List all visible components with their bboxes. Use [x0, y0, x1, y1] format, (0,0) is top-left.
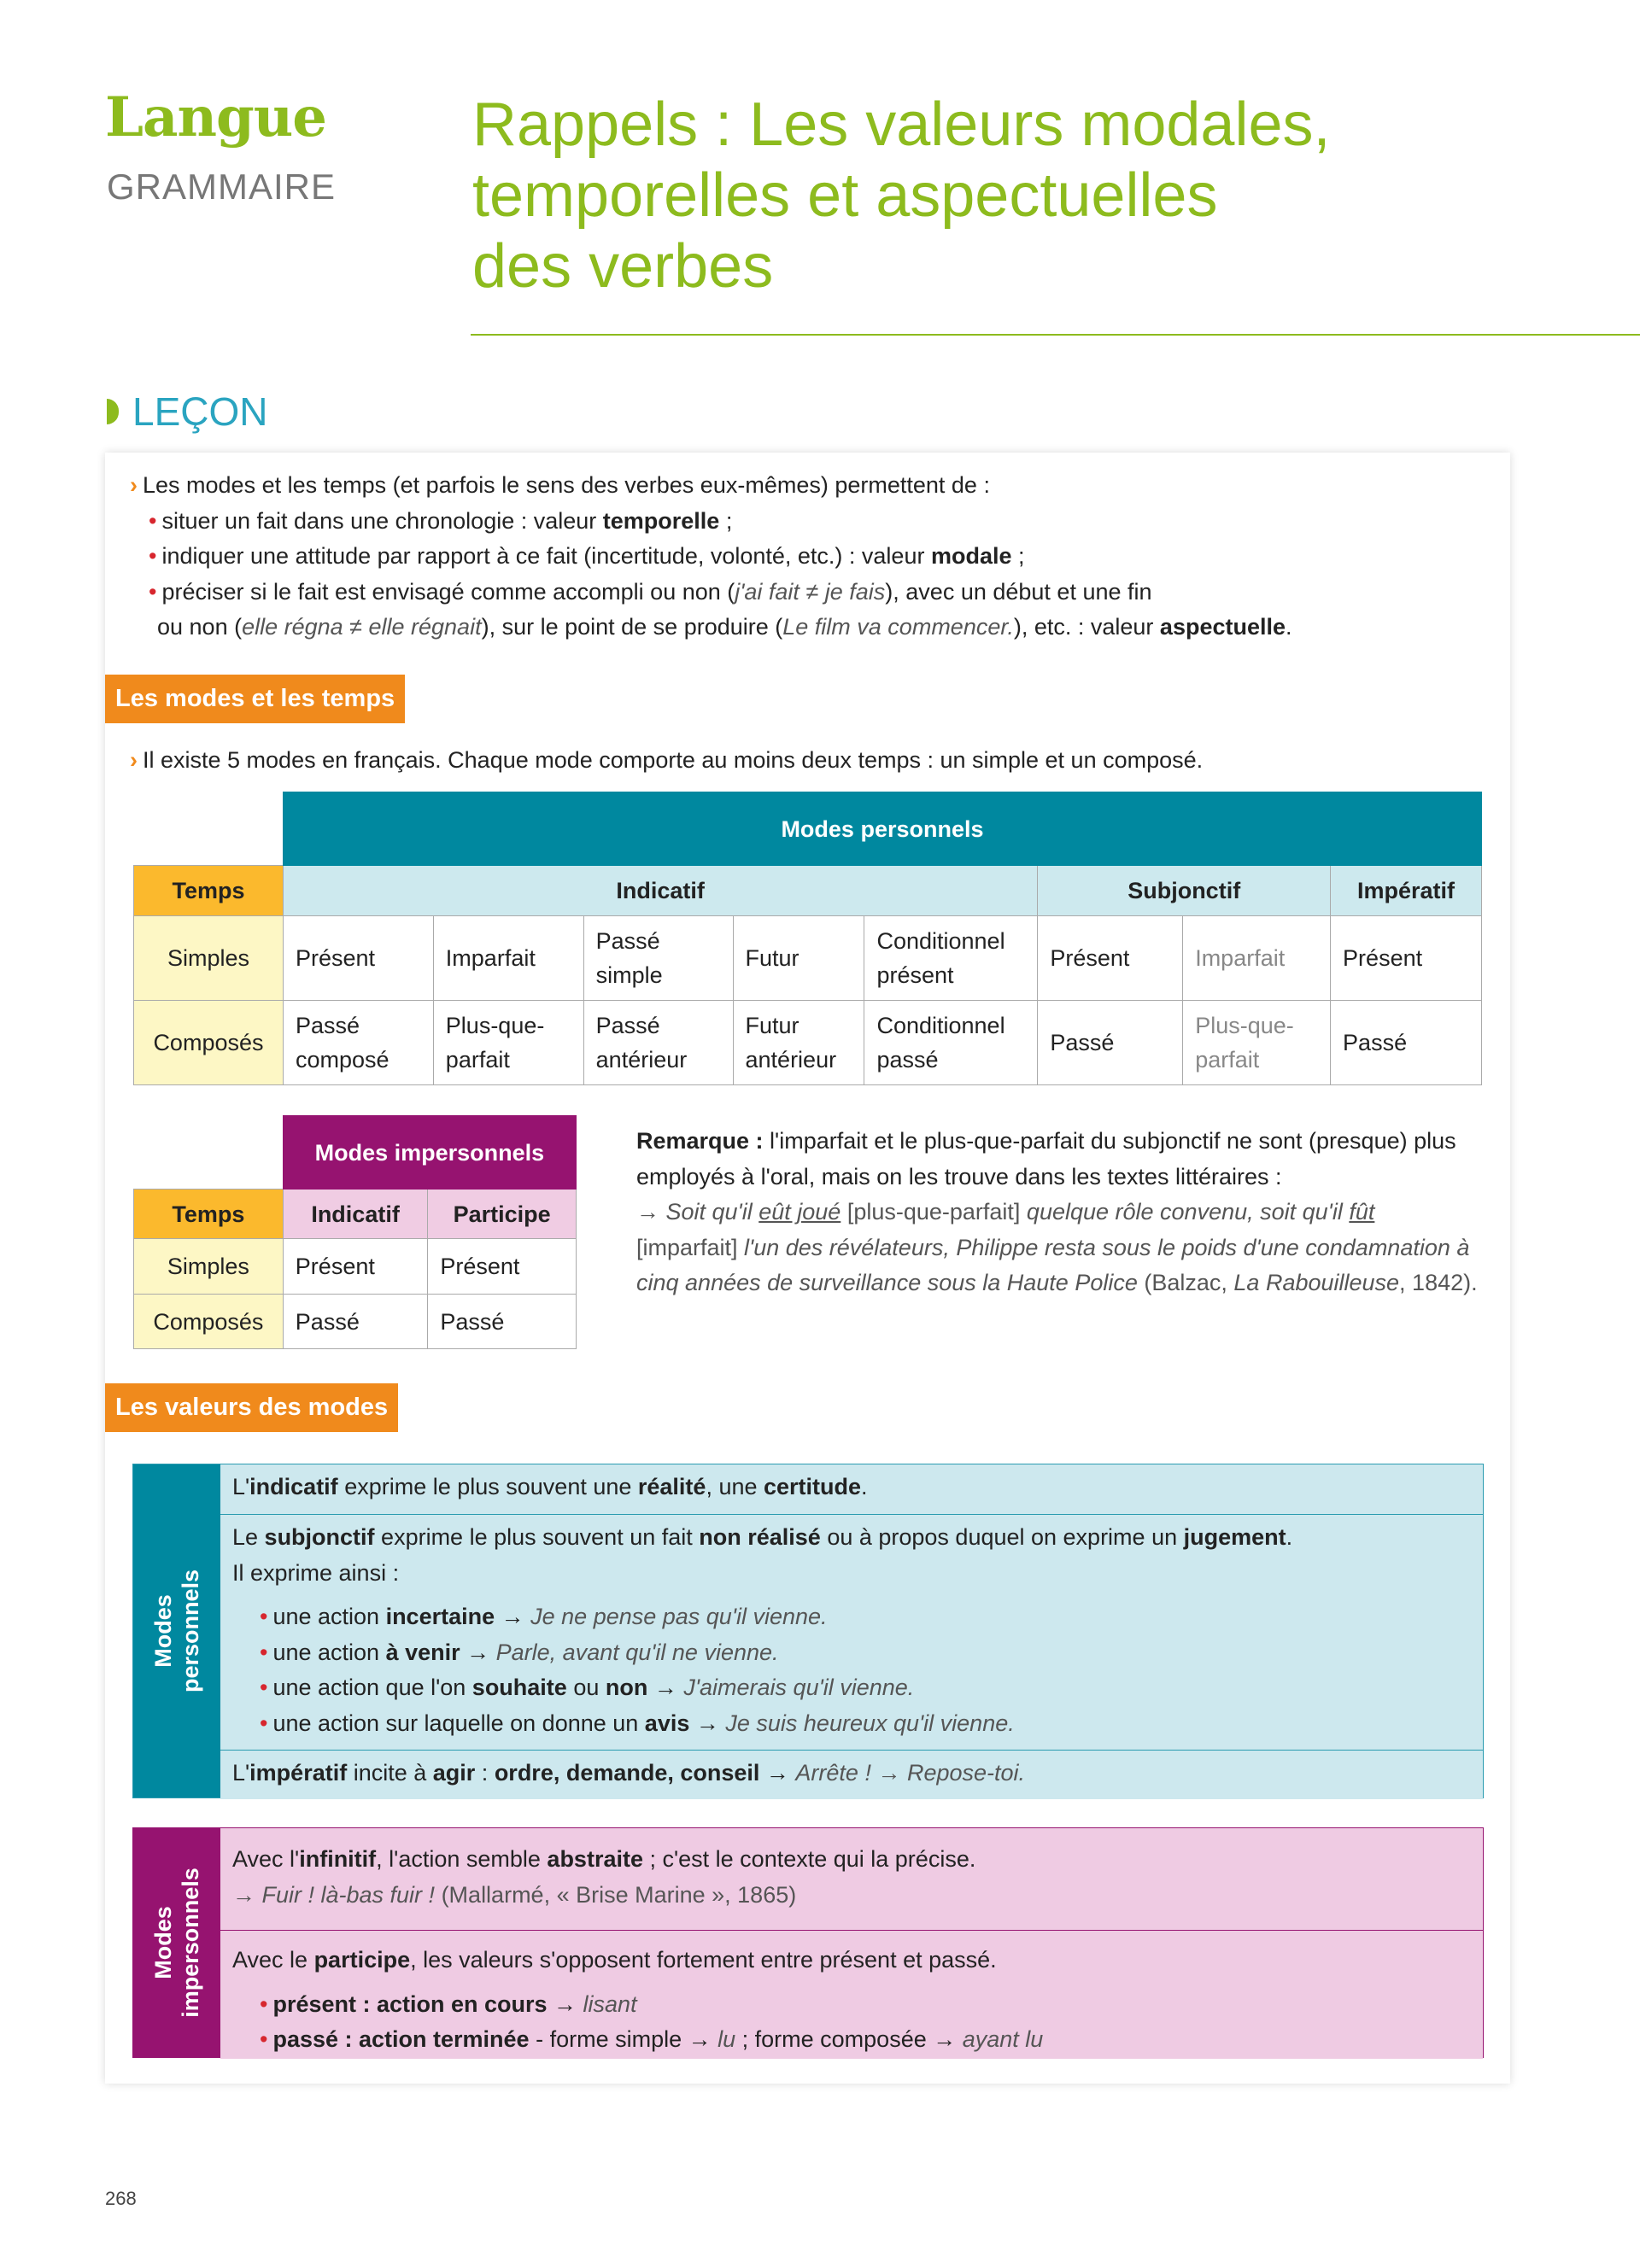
text: ;: [1011, 543, 1025, 569]
text: temporelle: [602, 507, 720, 534]
text: →: [689, 1710, 726, 1736]
text: l'imparfait et le plus-que-parfait du subjonctif ne sont (presque) plus employés à l'oral, mais on les trouve dans les textes littéraires :: [636, 1128, 1456, 1190]
text: à venir: [385, 1639, 460, 1665]
bullet-icon: •: [149, 507, 157, 534]
cell: Futur: [733, 916, 864, 1001]
text: impersonnels: [178, 1868, 203, 2018]
text: ordre, demande, conseil: [494, 1760, 760, 1786]
cell: Conditionnel présent: [864, 916, 1038, 1001]
row-label: Simples: [134, 916, 284, 1001]
text: avis: [644, 1710, 690, 1736]
text: Je suis heureux qu'il vienne.: [725, 1710, 1015, 1736]
text: Remarque :: [636, 1128, 764, 1154]
text: elle régna ≠ elle régnait: [242, 614, 482, 640]
cell: Passé composé: [283, 1001, 433, 1085]
text: ), etc. : valeur: [1013, 614, 1160, 640]
row-label: Composés: [134, 1295, 284, 1349]
text: situer un fait dans une chronologie : valeur: [161, 507, 603, 534]
empty-cell: [134, 1116, 284, 1190]
text: agir: [432, 1760, 476, 1786]
text: présent : action en cours: [272, 1990, 548, 2017]
text: personnels: [178, 1569, 204, 1693]
row-subjonctif: [220, 1515, 1483, 1751]
bullet: [130, 575, 1479, 611]
text: ; forme composée →: [735, 2026, 963, 2052]
temps-header: Temps: [134, 866, 284, 916]
text: (Mallarmé, « Brise Marine », 1865): [435, 1881, 797, 1908]
intro: [130, 468, 1479, 646]
text: exprime le plus souvent un fait: [374, 1524, 700, 1550]
text: abstraite: [547, 1846, 643, 1872]
section-tab-modes-temps: Les modes et les temps: [105, 675, 405, 723]
bullet-icon: •: [260, 1675, 268, 1700]
text: l'un des révélateurs, Philippe resta sous le poids d'une condamnation à cinq années de surveillance sous la Haute Police: [636, 1234, 1470, 1295]
bullet: [130, 539, 1479, 575]
text: →: [460, 1639, 496, 1665]
cell: Présent: [1331, 916, 1482, 1001]
text: eût joué: [758, 1199, 841, 1225]
cell: Présent: [283, 1239, 428, 1295]
text: Avec le: [232, 1947, 314, 1973]
text: , les valeurs s'opposent fortement entre présent et passé.: [410, 1947, 997, 1973]
text: subjonctif: [264, 1524, 375, 1550]
bullet: [232, 1599, 1471, 1635]
cell: Futur antérieur: [733, 1001, 864, 1085]
bullet: [232, 1706, 1471, 1742]
mode-header: Indicatif: [283, 866, 1037, 916]
text: La Rabouilleuse: [1233, 1270, 1400, 1295]
title-line: Rappels : Les valeurs modales,: [472, 91, 1331, 159]
table-row: [134, 916, 1482, 1001]
band-label: [133, 1828, 220, 2057]
text: L': [232, 1760, 250, 1786]
text: lu: [718, 2026, 736, 2052]
title-line: des verbes: [472, 232, 774, 301]
text: indicatif: [249, 1474, 338, 1499]
bullet-icon: •: [149, 543, 157, 569]
text: →: [547, 1990, 583, 2017]
text: Modes: [150, 1594, 177, 1668]
modes-impersonnels-block: [132, 1827, 1484, 2058]
text: Le: [232, 1524, 265, 1550]
cell: Imparfait: [1183, 916, 1331, 1001]
bullet: [232, 1635, 1471, 1671]
lesson-heading: [107, 389, 267, 435]
table-row: [134, 1001, 1482, 1085]
text: L': [232, 1474, 250, 1499]
text: Parle, avant qu'il ne vienne.: [495, 1639, 779, 1665]
subject-label: Langue: [105, 85, 326, 149]
mode-header: Impératif: [1331, 866, 1482, 916]
text: ayant lu: [962, 2026, 1044, 2052]
text: Il existe 5 modes en français. Chaque mode comporte au moins deux temps : un simple et un composé.: [143, 747, 1204, 773]
bullet-icon: •: [260, 1604, 268, 1629]
bullet-icon: •: [260, 1990, 268, 2017]
text: j'ai fait ≠ je fais: [735, 578, 886, 605]
cell: Présent: [428, 1239, 577, 1295]
bullet: [232, 1670, 1471, 1706]
table-modes-impersonnels: [133, 1115, 577, 1349]
mode-header: Subjonctif: [1038, 866, 1331, 916]
mode-header: Participe: [428, 1190, 577, 1239]
row-infinitif: [220, 1828, 1483, 1931]
table-row: [134, 1239, 577, 1295]
text: .: [1286, 614, 1292, 640]
row-label: Simples: [134, 1239, 284, 1295]
page-number: 268: [105, 2188, 137, 2209]
mode-header: Indicatif: [283, 1190, 428, 1239]
cell: Plus-que-parfait: [433, 1001, 583, 1085]
text: ou à propos duquel on exprime un: [820, 1524, 1184, 1550]
table-row: [134, 1295, 577, 1349]
bullet-icon: •: [260, 1710, 268, 1736]
cell: Passé: [1331, 1001, 1482, 1085]
text: , 1842).: [1399, 1270, 1478, 1295]
text: - forme simple →: [529, 2026, 718, 2052]
text: exprime le plus souvent une: [337, 1474, 638, 1499]
cell: Conditionnel passé: [864, 1001, 1038, 1085]
text: [imparfait]: [636, 1234, 745, 1260]
text: jugement: [1183, 1524, 1286, 1550]
row-indicatif: [220, 1464, 1483, 1515]
title-line: temporelles et aspectuelles: [472, 161, 1218, 230]
text: une action: [272, 1639, 386, 1665]
text: indiquer une attitude par rapport à ce fait (incertitude, volonté, etc.) : valeur: [161, 543, 931, 569]
text: incertaine: [385, 1604, 495, 1629]
text: ;: [719, 507, 733, 534]
bullet-cont: [130, 610, 1479, 646]
text: → Soit qu'il: [636, 1199, 759, 1225]
chevron-right-icon: ›: [130, 472, 138, 498]
remarque: [636, 1124, 1482, 1301]
cell: Passé: [283, 1295, 428, 1349]
bullet-icon: •: [149, 578, 157, 605]
text: ou non (: [157, 614, 243, 640]
cell: Passé antérieur: [583, 1001, 733, 1085]
text: une action: [272, 1604, 386, 1629]
text: modale: [930, 543, 1012, 569]
section-tab-valeurs: Les valeurs des modes: [105, 1383, 398, 1432]
text: →: [759, 1760, 796, 1786]
text: , une: [706, 1474, 764, 1499]
text: incite à: [347, 1760, 433, 1786]
bullet: [232, 2022, 1471, 2058]
text: une action que l'on: [272, 1675, 472, 1700]
band-label: [133, 1464, 220, 1797]
text: impératif: [249, 1760, 348, 1786]
text: ), sur le point de se produire (: [481, 614, 783, 640]
text: Modes: [150, 1906, 176, 1979]
text: lisant: [583, 1990, 637, 2017]
cell: Passé: [428, 1295, 577, 1349]
lesson-label: LEÇON: [132, 389, 268, 434]
text: une action sur laquelle on donne un: [272, 1710, 645, 1736]
text: ), avec un début et une fin: [885, 578, 1152, 605]
section-lead: [130, 743, 1203, 779]
text: [plus-que-parfait]: [840, 1199, 1027, 1225]
text: :: [475, 1760, 495, 1786]
divider: [471, 334, 1640, 336]
text: Les modes et les temps (et parfois le sens des verbes eux-mêmes) permettent de :: [143, 472, 990, 498]
text: Arrête ! → Repose-toi.: [795, 1760, 1026, 1786]
chevron-right-icon: ›: [130, 747, 138, 773]
text: Je ne pense pas qu'il vienne.: [530, 1604, 828, 1629]
text: J'aimerais qu'il vienne.: [683, 1675, 915, 1700]
temps-header: Temps: [134, 1190, 284, 1239]
text: .: [1286, 1524, 1293, 1550]
text: →: [647, 1675, 684, 1700]
text: →: [495, 1604, 531, 1629]
row-participe: [220, 1931, 1483, 2059]
page-title: [472, 90, 1583, 302]
cell: Présent: [1038, 916, 1183, 1001]
text: infinitif: [299, 1846, 377, 1872]
text: quelque rôle convenu, soit qu'il: [1026, 1199, 1350, 1225]
text: préciser si le fait est envisagé comme accompli ou non (: [161, 578, 735, 605]
text: Avec l': [232, 1846, 300, 1872]
text: réalité: [637, 1474, 706, 1499]
bullet: [130, 504, 1479, 540]
text: passé : action terminée: [272, 2026, 530, 2052]
text: .: [861, 1474, 868, 1499]
table-modes-personnels: [133, 792, 1482, 1085]
cell: Passé simple: [583, 916, 733, 1001]
empty-cell: [134, 792, 284, 866]
row-label: Composés: [134, 1001, 284, 1085]
text: ; c'est le contexte qui la précise.: [642, 1846, 976, 1872]
bullet-icon: •: [260, 1639, 268, 1665]
section-label: GRAMMAIRE: [107, 167, 337, 207]
text: participe: [313, 1947, 411, 1973]
text: fût: [1349, 1199, 1375, 1225]
table-header: Modes personnels: [283, 792, 1481, 866]
text: aspectuelle: [1159, 614, 1286, 640]
half-circle-icon: [107, 399, 119, 424]
text: souhaite: [472, 1675, 567, 1700]
cell: Imparfait: [433, 916, 583, 1001]
bullet-icon: •: [260, 2026, 268, 2052]
text: ou: [566, 1675, 606, 1700]
intro-lead: [130, 468, 1479, 504]
cell: Passé: [1038, 1001, 1183, 1085]
cell: Présent: [283, 916, 433, 1001]
table-header: Modes impersonnels: [283, 1116, 576, 1190]
modes-personnels-block: [132, 1464, 1484, 1798]
text: → Fuir ! là-bas fuir !: [232, 1881, 436, 1908]
text: , l'action semble: [376, 1846, 548, 1872]
text: non réalisé: [699, 1524, 821, 1550]
text: certitude: [764, 1474, 862, 1499]
bullet: [232, 1987, 1471, 2023]
row-imperatif: [220, 1751, 1483, 1799]
text: Le film va commencer.: [782, 614, 1014, 640]
text: non: [605, 1675, 648, 1700]
text: Il exprime ainsi :: [232, 1559, 400, 1586]
cell: Plus-que-parfait: [1183, 1001, 1331, 1085]
text: (Balzac,: [1137, 1270, 1234, 1295]
